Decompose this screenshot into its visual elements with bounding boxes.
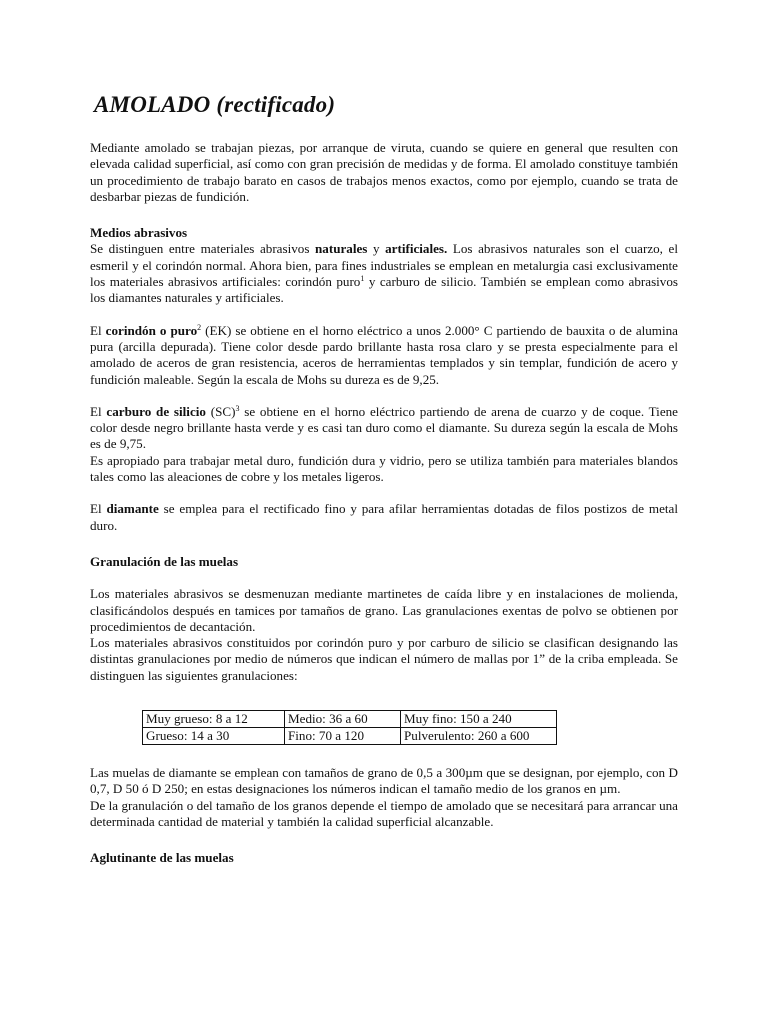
footnote-ref-2: 2 bbox=[197, 322, 202, 332]
granulacion-paragraph-4: De la granulación o del tamaño de los granos depende el tiempo de amolado que se necesitará para arrancar una determinada cantidad de material y también la calidad superficial alcanzable. bbox=[90, 797, 678, 829]
granulation-table bbox=[142, 710, 557, 745]
section-heading-granulacion: Granulación de las muelas bbox=[90, 553, 239, 569]
granulacion-paragraph-3: Las muelas de diamante se emplean con tamaños de grano de 0,5 a 300µm que se designan, por ejemplo, con D 0,7, D 50 ó D 250; en estas designaciones los números indican el tamaño medio de los granos en µm. bbox=[90, 765, 678, 797]
footnote-ref-1: 1 bbox=[360, 274, 365, 284]
table-cell: Muy fino: 150 a 240 bbox=[401, 711, 557, 728]
section-heading-aglutinante: Aglutinante de las muelas bbox=[90, 850, 234, 866]
table-cell: Pulverulento: 260 a 600 bbox=[401, 728, 557, 745]
table-cell: Muy grueso: 8 a 12 bbox=[143, 711, 285, 728]
document-title: AMOLADO (rectificado) bbox=[94, 92, 336, 117]
table-cell: Medio: 36 a 60 bbox=[285, 711, 401, 728]
table-cell: Fino: 70 a 120 bbox=[285, 728, 401, 745]
table-row bbox=[143, 711, 557, 728]
medios-paragraph-uso: Es apropiado para trabajar metal duro, fundición dura y vidrio, pero se utiliza también para materiales blandos tales como las aleaciones de cobre y los metales ligeros. bbox=[90, 452, 678, 485]
medios-paragraph-1: Se distinguen entre materiales abrasivos naturales y artificiales. Los abrasivos naturales son el cuarzo, el esmeril y el corindón normal. Ahora bien, para fines industriales se emplean en metalurgia casi exclusivamente los materiales abrasivos artificiales: corindón puro$^1$ y carburo de silicio. También se emplean como abrasivos los diamantes naturales y artificiales. bbox=[90, 241, 678, 306]
section-heading-medios: Medios abrasivos bbox=[90, 225, 188, 241]
intro-paragraph: Mediante amolado se trabajan piezas, por arranque de viruta, cuando se quiere en general que resulten con elevada calidad superficial, así como con gran precisión de medidas y de forma. El amolado constituye también un procedimiento de trabajo barato en casos de trabajos menos exactos, como por ejemplo, cuando se trata de desbarbar piezas de fundición. bbox=[90, 140, 678, 204]
table-cell: Grueso: 14 a 30 bbox=[143, 728, 285, 745]
medios-paragraph-carburo: El carburo de silicio (SC)$^3$ se obtiene en el horno eléctrico partiendo de arena de cuarzo y de coque. Tiene color desde negro brillante hasta verde y es casi tan duro como el diamante. Su dureza según la escala de Mohs es de 9,75. bbox=[90, 403, 678, 452]
footnote-ref-3: 3 bbox=[235, 403, 240, 413]
medios-paragraph-corindon: El corindón o puro$^2$ (EK) se obtiene en el horno eléctrico a unos 2.000° C partiendo de bauxita o de alumina pura (arcilla depurada). Tiene color desde pardo brillante hasta rosa claro y se presta especialmente para el amolado de aceros de gran resistencia, aceros de herramientas templados y sin templar, fundición de acero y fundición maleable. Según la escala de Mohs su dureza es de 9,25. bbox=[90, 322, 678, 387]
medios-paragraph-diamante: El diamante se emplea para el rectificado fino y para afilar herramientas dotadas de filos postizos de metal duro. bbox=[90, 501, 678, 533]
table-row bbox=[143, 728, 557, 745]
granulacion-paragraph-1: Los materiales abrasivos se desmenuzan mediante martinetes de caída libre y en instalaciones de molienda, clasificándolos después en tamices por tamaños de grano. Las granulaciones exentas de polvo se obtienen por procedimientos de decantación. bbox=[90, 586, 678, 634]
granulacion-paragraph-2: Los materiales abrasivos constituidos por corindón puro y por carburo de silicio se clasifican designando las distintas granulaciones por medio de números que indican el número de mallas por 1” de la criba empleada. Se distinguen las siguientes granulaciones: bbox=[90, 635, 678, 683]
